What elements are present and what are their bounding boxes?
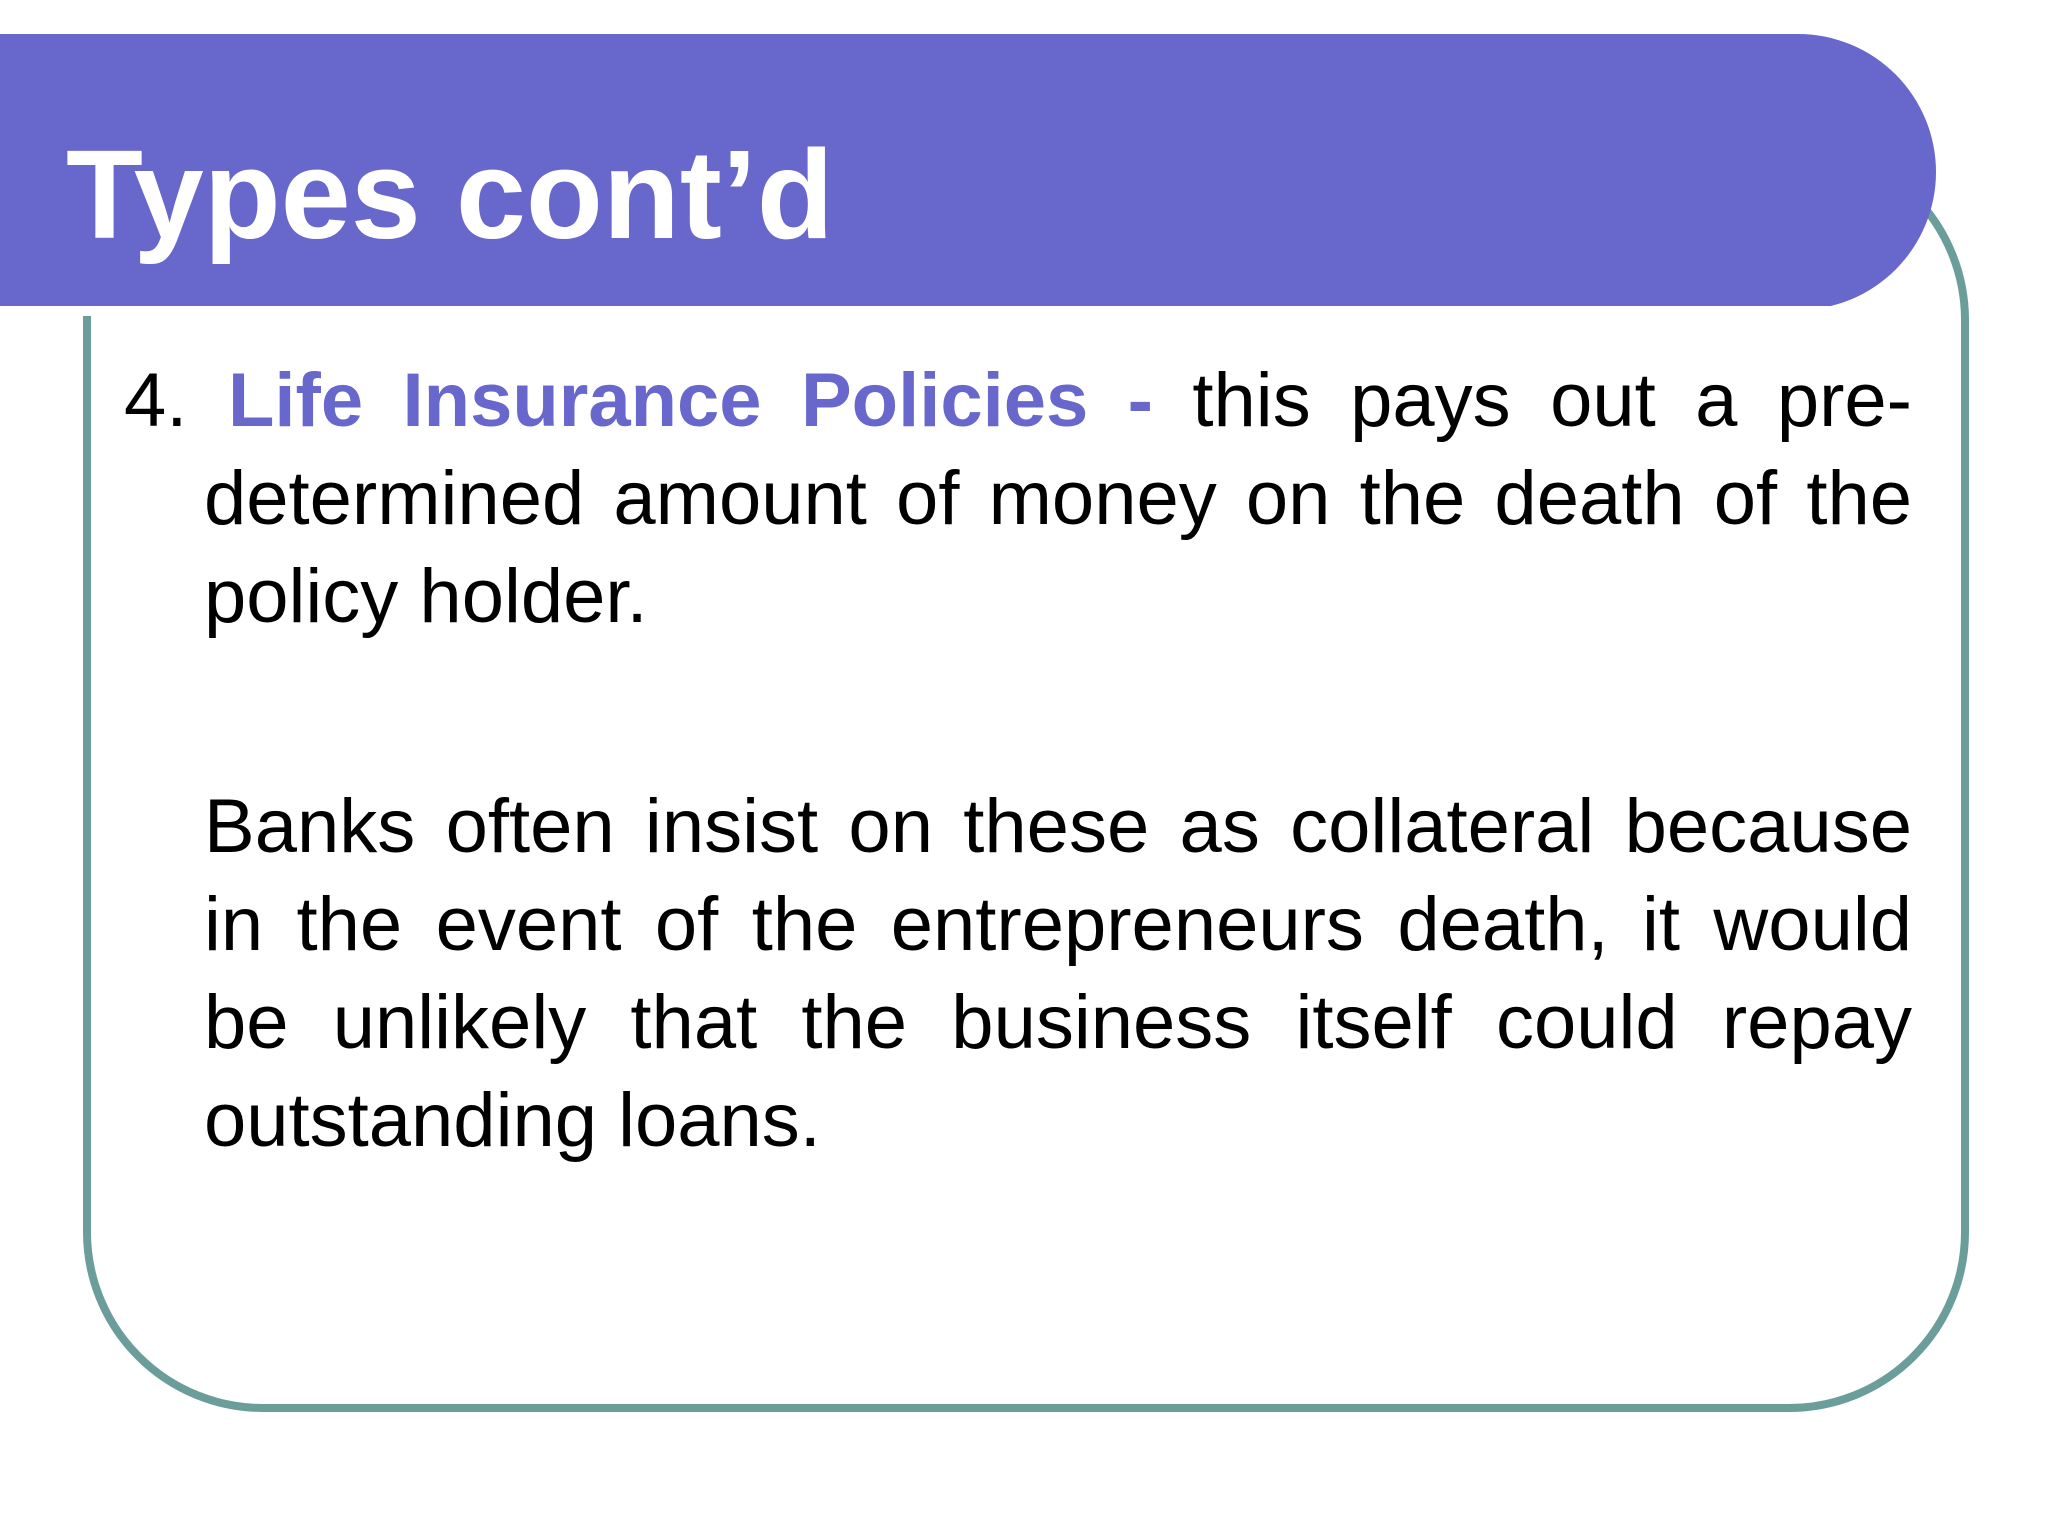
slide-title: Types cont’d (66, 124, 834, 265)
highlighted-term: Life Insurance Policies - (228, 358, 1153, 443)
slide-body (124, 352, 1912, 1170)
title-banner (0, 34, 1936, 310)
term-definition: this pays out a pre-determined amount of money on the death of the policy holder. (204, 358, 1912, 639)
explanation-paragraph: Banks often insist on these as collateral because in the event of the entrepreneurs death, it would be unlikely that the business itself could repay outstanding loans. (204, 784, 1912, 1163)
item-number: 4. (124, 358, 188, 443)
numbered-item (124, 352, 1912, 646)
title-underline (0, 306, 1830, 316)
